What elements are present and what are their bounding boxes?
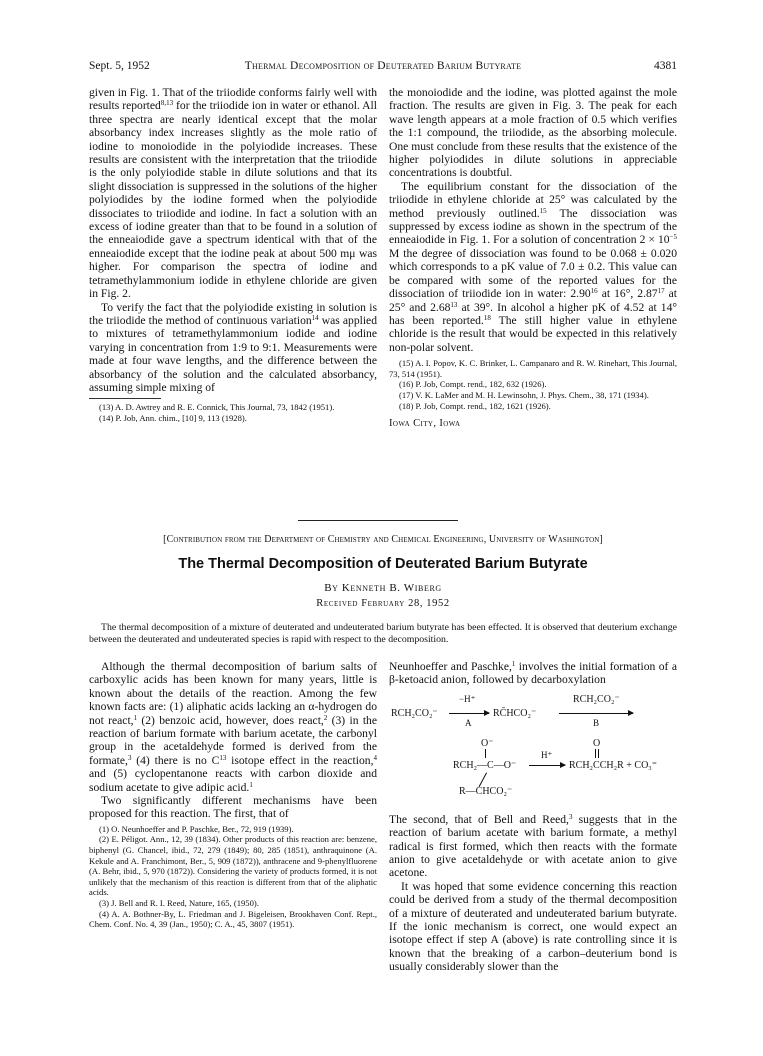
header-running-title: Thermal Decomposition of Deuterated Barium Butyrate <box>244 60 522 72</box>
running-header <box>89 60 677 76</box>
scheme-arrow-c <box>529 765 565 766</box>
footnote-2: (2) E. Péligot. Ann., 12, 39 (1834). Other products of this reaction are: benzene, biphenyl (G. Chancel, ibid., 72, 279 (1849); 80, 285 (1851), anthraquinone (A. Kekule and A. Franchimont, Ber., 5, 909 (1872)), anthracene and 9-phenylfluorene (A. Behr, ibid., 5, 970 (1872)). Considering the variety of products formed, it is not unlikely that the mechanism of this reaction is different from that of the aliphatic acids. <box>89 834 377 898</box>
scheme-h-plus: H⁺ <box>541 749 553 760</box>
footnote-15: (15) A. I. Popov, K. C. Brinker, L. Campanaro and R. W. Rinehart, This Journal, 73, 514 (1951). <box>389 358 677 379</box>
scheme-alkoxide-substituent: R—CHCO₂⁻ <box>459 785 513 797</box>
scheme-intermediate: RC̄HCO₂⁻ <box>493 707 537 719</box>
author-byline: By Kenneth B. Wiberg <box>324 582 442 594</box>
footnote-1: (1) O. Neunhoeffer and P. Paschke, Ber., 72, 919 (1939). <box>99 823 294 834</box>
footnote-18: (18) P. Job, Compt. rend., 182, 1621 (1926). <box>399 400 551 411</box>
paragraph: To verify the fact that the polyiodide existing in solution is the triiodide the method of continuous variation$^{14}$ was applied to mixtures of tetramethylammonium iodide and iodine varying in concentration from 1:9 to 9:1. Measurements were made at four wave lengths, and the difference between the absorbancy of the solution and the calculated absorbancy, assuming simple mixing of <box>89 300 378 394</box>
header-page-number: 4381 <box>654 60 677 72</box>
footnote-3: (3) J. Bell and R. I. Reed, Nature, 165, (1950). <box>99 898 259 909</box>
scheme-double-bond <box>598 749 599 758</box>
reaction-scheme <box>389 689 677 809</box>
scheme-double-bond <box>595 749 596 758</box>
footnote-13: (13) A. D. Awtrey and R. E. Connick, This Journal, 73, 1842 (1951). <box>99 402 335 413</box>
footnote-4: (4) A. A. Bothner-By, L. Friedman and J. Bigeleisen, Brookhaven Conf. Rept., Chem. Conf. No. 4, 39 (Jan., 1950); C. A., 45, 3807 (1951). <box>89 908 377 930</box>
footnote-16: (16) P. Job, Compt. rend., 182, 632 (1926). <box>399 379 547 390</box>
contribution-line: [Contribution from the Department of Chemistry and Chemical Engineering, University of Washington] <box>163 534 603 545</box>
scheme-step-a-reagent: −H⁺ <box>459 693 476 704</box>
scheme-bond <box>485 749 486 758</box>
paragraph: Two significantly different mechanisms have been proposed for this reaction. The first, that of <box>89 794 377 821</box>
paragraph: given in Fig. 1. That of the triiodide conforms fairly well with results reported$^{8,13}$ for the triiodide ion in water or ethanol. All three spectra are nearly identical except that the molar absorbancy index increases slightly as the mole ratio of iodine to monoiodide in the polyiodide increases. These results are consistent with the interpretation that the triiodide is the only polyiodide stable in dilute solutions and that its slight dissociation is suppressed in the solutions of the higher polyiodides by the iodine formed when the polyiodide dissociates to triiodide and iodine. In fact a solution with an excess of iodine greater than that to be found in a solution of the enneaiodide gave a spectrum identical with that of the enneaiodide except that the iodine peak at about 500 mμ was higher. For comparison the spectra of iodine and tetramethylammonium iodide in ethylene chloride are given in Fig. 2. <box>89 86 377 301</box>
paragraph: It was hoped that some evidence concerning this reaction could be derived from a study of the thermal decomposition of a mixture of deuterated and undeuterated barium butyrate. If the ionic mechanism is correct, one would expect an isotope effect if step A (above) is rate controlling since it is known that the breaking of a carbon–deuterium bond is usually considerably slower than the <box>389 879 677 974</box>
scheme-arrow-a <box>449 713 489 714</box>
section-divider <box>298 520 458 521</box>
scheme-product: RCH₂CCH₂R + CO₃⁼ <box>569 759 658 771</box>
paragraph: Although the thermal decomposition of barium salts of carboxylic acids has been known for many years, little is known about the details of the reaction. Among the few known facts are: (1) aliphatic acids lacking an α-hydrogen do not react,$^1$ (2) benzoic acid, however, does react,$^2$ (3) in the reaction of barium formate with barium acetate, the carbonyl group in the acetaldehyde formed is derived from the formate,$^3$ (4) there is no $C^{13}$ isotope effect in the reaction,$^4$ and (5) cyclopentanone reacts with carbon dioxide and sodium acetate to give adipic acid.$^1$ <box>89 660 377 794</box>
scheme-reactant: RCH₂CO₂⁻ <box>391 707 438 719</box>
footnote-17: (17) V. K. LaMer and M. H. Lewinsohn, J. Phys. Chem., 38, 171 (1934). <box>399 389 649 400</box>
footnote-14: (14) P. Job, Ann. chim., [10] 9, 113 (1928). <box>99 412 247 423</box>
location: Iowa City, Iowa <box>389 418 461 430</box>
header-date: Sept. 5, 1952 <box>89 60 150 72</box>
scheme-reagent-b: RCH₂CO₂⁻ <box>573 693 620 705</box>
received-date: Received February 28, 1952 <box>316 598 450 609</box>
column-3 <box>89 660 377 930</box>
abstract: The thermal decomposition of a mixture of deuterated and undeuterated barium butyrate has been effected. It is observed that deuterium exchange between the deuterated and undeuterated species is rapid with respect to the decomposition. <box>89 622 677 645</box>
paragraph: The equilibrium constant for the dissociation of the triiodide in ethylene chloride at 25° was calculated by the method previously outlined.$^{15}$ The dissociation was suppressed by excess iodine as shown in the spectrum of the enneaiodide in Fig. 1. For a solution of concentration $2 \times 10^{-5}$ M the degree of dissociation was found to be 0.068 ± 0.020 which corresponds to a pK value of 7.0 ± 0.2. This value can be compared with some of the reported values for the dissociation of triiodide ion in water: 2.90$^{16}$ at 16°, 2.87$^{17}$ at 25° and 2.68$^{13}$ at 39°. In alcohol a higher pK of 4.52 at 14° has been reported.$^{18}$ The still higher value in ethylene chloride is the result that would be expected in this relatively non-polar solvent. <box>389 179 678 354</box>
scheme-o-minus: O⁻ <box>481 737 494 749</box>
column-4 <box>389 660 677 974</box>
scheme-step-b-label: B <box>593 717 600 728</box>
scheme-alkoxide: RCH₂—C—O⁻ <box>453 759 517 771</box>
column-1 <box>89 86 377 424</box>
column-2 <box>389 86 677 431</box>
scheme-arrow-b <box>559 713 633 714</box>
footnote-rule <box>89 398 161 399</box>
scheme-step-a-label: A <box>465 717 472 728</box>
paragraph: Neunhoeffer and Paschke,$^1$ involves the initial formation of a β-ketoacid anion, followed by decarboxylation <box>389 660 677 687</box>
scheme-carbonyl-o: O <box>593 737 601 749</box>
article-title: The Thermal Decomposition of Deuterated Barium Butyrate <box>178 556 588 572</box>
paragraph: the monoiodide and the iodine, was plotted against the mole fraction. The results are given in Fig. 3. The peak for each wave length appears at a mole fraction of 0.5 which verifies the 1:1 compound, the triiodide, as the absorbing molecule. One must conclude from these results that the existence of the higher polyiodides in dilute solutions in appreciable concentrations is doubtful. <box>389 86 677 180</box>
paragraph: The second, that of Bell and Reed,$^3$ suggests that in the reaction of barium acetate with barium formate, a methyl radical is first formed, which then reacts with the formate anion to give acetaldehyde or with acetate anion to give acetone. <box>389 812 677 880</box>
